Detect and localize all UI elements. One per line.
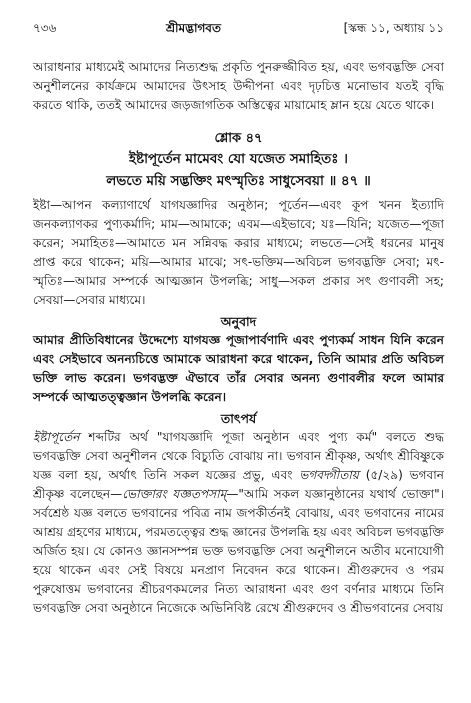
- intro-paragraph: আরাধনার মাধ্যমেই আমাদের নিত্যশুদ্ধ প্রকৃতি পুনরুজ্জীবিত হয়, এবং ভগবদ্ভক্তি সেবা অনুশীলনের কার্যক্রমে আমাদের উৎসাহ উদ্দীপনা এবং দৃঢ়চিত্ত মনোভাব যতই বৃদ্ধি করতে থাকি, ততই আমাদের জড়জাগতিক অস্তিত্বের মায়ামোহ ম্লান হয়ে যেতে থাকে।: [33, 60, 444, 112]
- synonyms-paragraph: ইষ্টা—আপন কল্যাণার্থে যাগযজ্ঞাদির অনুষ্ঠান; পূর্তেন—এবং কূপ খনন ইত্যাদি জনকল্যাণকর পুণ্যকর্মাদি; মাম—আমাকে; এবম—এইভাবে; যঃ—যিনি; যজেত—পূজা করেন; সমাহিতঃ—আমাতে মন সন্নিবদ্ধ করার মাধ্যমে; লভতে—সেই ধরনের মানুষ প্রাপ্ত করে থাকেন; ময়ি—আমার মাঝে; সৎ-ভক্তিম—অবিচল ভগবদ্ভক্তি সেবা; মৎ-স্মৃতিঃ—আমার সম্পর্কে আত্মজ্ঞান উপলব্ধি; সাধু—সকল প্রকার সৎ গুণাবলী সহ; সেবয়া—সেবার মাধ্যমে।: [33, 198, 444, 307]
- chapter-reference: [স্কন্ধ ১১, অধ্যায় ১১: [343, 21, 444, 35]
- verse-heading: শ্লোক ৪৭: [214, 131, 263, 146]
- purport-text-2: (৫/২৯) ভগবান শ্রীকৃষ্ণ বলেছেন—: [33, 468, 444, 501]
- purport-text-1: শব্দটির অর্থ "যাগযজ্ঞাদি পূজা অনুষ্ঠান এবং পুণ্য কর্ম" বলতে শুদ্ধ ভগবদ্ভক্তি সেবা অনুশীলন থেকে বিচ্যুতি বোঝায় না। ভগবান শ্রীকৃষ্ণ, অর্থাৎ শ্রীবিষ্ণুকে যজ্ঞ বলা হয়, অর্থাৎ তিনি সকল যজ্ঞের প্রভু, এবং: [33, 430, 444, 482]
- page-number: ৭৩৬: [33, 21, 57, 35]
- purport-term-gita: ভগবদ্গীতায়: [299, 468, 359, 482]
- page-header: [33, 20, 444, 40]
- purport-heading: তাৎপর্য: [220, 411, 257, 426]
- translation-paragraph: আমার প্রীতিবিধানের উদ্দেশ্যে যাগযজ্ঞ পূজাপার্বণাদি এবং পুণ্যকর্ম সাধন যিনি করেন এবং সেইভাবে অনন্যচিত্তে আমাকে আরাধনা করে থাকেন, তিনি আমার প্রতি অবিচল ভক্তি লাভ করেন। ভগবদ্ভক্ত ঐভাবে তাঁর সেবার অনন্য গুণাবলীর ফলে আমার সম্পর্কে আত্মতত্ত্বজ্ঞান উপলব্ধি করেন।: [33, 333, 444, 404]
- purport-term-istapurtena: ইষ্টাপূর্তেন: [33, 430, 80, 444]
- purport-term-quote: ভোক্তারং যজ্ঞতপসাম্: [122, 487, 227, 501]
- purport-paragraph: [33, 428, 444, 618]
- verse-line-1: ইষ্টাপূর্তেন মামেবং যো যজেত সমাহিতঃ ।: [129, 151, 348, 167]
- verse-line-2: লভতে ময়ি সদ্ভক্তিং মৎস্মৃতিঃ সাধুসেবয়া ॥ ৪৭ ॥: [106, 173, 371, 189]
- book-title: শ্রীমদ্ভাগবত: [165, 21, 221, 35]
- translation-heading: অনুবাদ: [220, 314, 257, 329]
- purport-text-3: —"আমি সকল যজ্ঞানুষ্ঠানের যথার্থ ভোক্তা"। সর্বশ্রেষ্ঠ যজ্ঞ বলতে ভগবানের পবিত্র নাম জপকীর্তনই বোঝায়, এবং ভগবানের নামের আশ্রয় গ্রহণের মাধ্যমে, পরমতত্ত্বের শুদ্ধ জ্ঞানের উপলব্ধি হয় এবং অবিচল ভগবদ্ভক্তি অর্জিত হয়। যে কোনও জ্ঞানসম্পন্ন ভক্ত ভগবদ্ভক্তি সেবা অনুশীলনে অতীব মনোযোগী হয়ে থাকেন এবং সেই বিষয়ে মনপ্রাণ নিবেদন করে থাকেন। শ্রীগুরুদেব ও পরম পুরুষোত্তম ভগবানের শ্রীচরণকমলের নিত্য আরাধনা এবং গুণ বর্ণনার মাধ্যমে তিনি ভগবদ্ভক্তি সেবা অনুষ্ঠানে নিজেকে অভিনিবিষ্ট রেখে শ্রীগুরুদেব ও শ্রীভগবানের সেবায়: [33, 487, 444, 615]
